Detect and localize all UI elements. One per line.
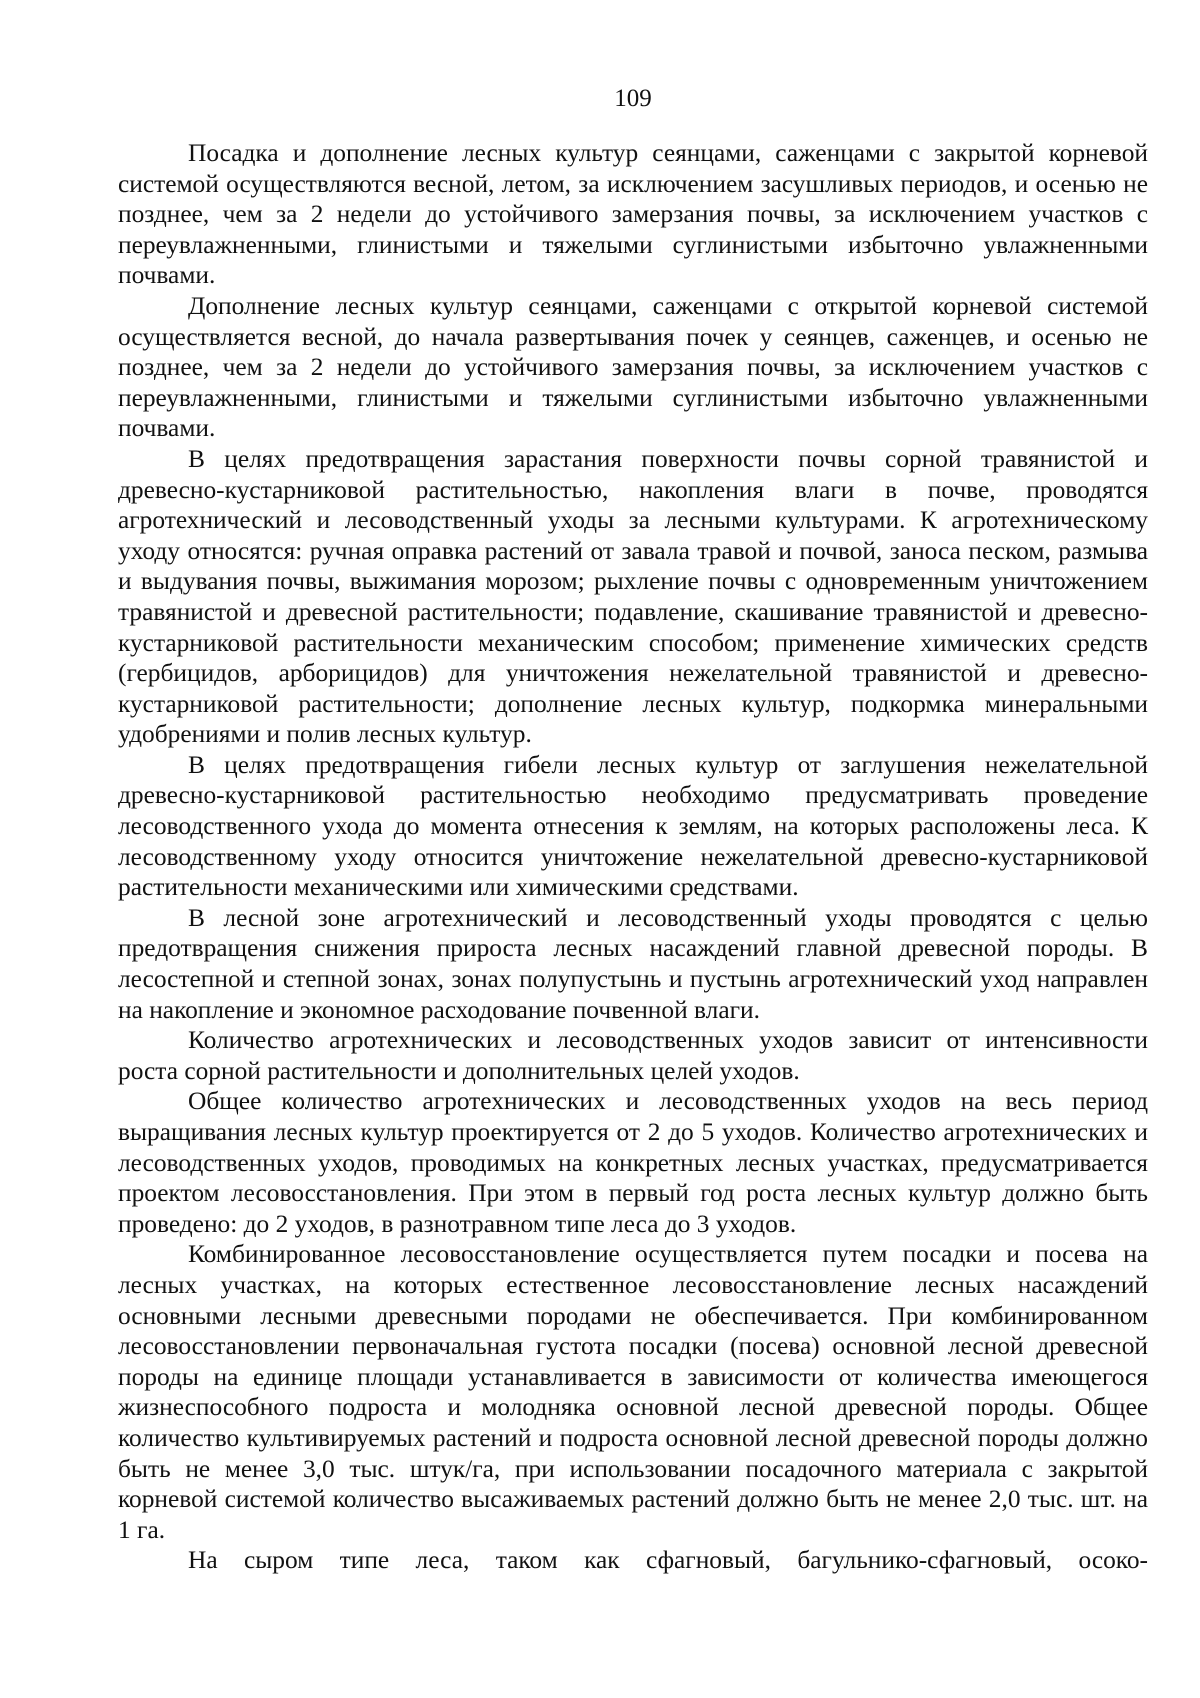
paragraph-5: В лесной зоне агротехнический и лесоводственный уходы проводятся с целью предотвращения снижения прироста лесных насаждений главной древесной породы. В лесостепной и степной зонах, зонах полупустынь и пустынь агротехнический уход направлен на накопление и экономное расходование почвенной влаги. [118, 903, 1148, 1024]
paragraph-9: На сыром типе леса, таком как сфагновый, багульнико-сфагновый, осоко- [188, 1546, 1148, 1575]
paragraph-6: Количество агротехнических и лесоводственных уходов зависит от интенсивности роста сорной растительности и дополнительных целей уходов. [118, 1026, 1148, 1085]
paragraph-2: Дополнение лесных культур сеянцами, саженцами с открытой корневой системой осуществляется весной, до начала развертывания почек у сеянцев, саженцев, и осенью не позднее, чем за 2 недели до устойчивого замерзания почвы, за исключением участков с переувлажненными, глинистыми и тяжелыми суглинистыми избыточно увлажненными почвами. [118, 291, 1148, 443]
paragraph-1: Посадка и дополнение лесных культур сеянцами, саженцами с закрытой корневой системой осуществляются весной, летом, за исключением засушливых периодов, и осенью не позднее, чем за 2 недели до устойчивого замерзания почвы, за исключением участков с переувлажненными, глинистыми и тяжелыми суглинистыми избыточно увлажненными почвами. [118, 139, 1148, 290]
body-text [118, 138, 1148, 1576]
paragraph-8: Комбинированное лесовосстановление осуществляется путем посадки и посева на лесных участках, на которых естественное лесовосстановление лесных насаждений основными лесными древесными породами не обеспечивается. При комбинированном лесовосстановлении первоначальная густота посадки (посева) основной лесной древесной породы на единице площади устанавливается в зависимости от количества имеющегося жизнеспособного подроста и молодняка основной лесной древесной породы. Общее количество культивируемых растений и подроста основной лесной древесной породы должно быть не менее 3,0 тыс. штук/га, при использовании посадочного материала с закрытой корневой системой количество высаживаемых растений должно быть не менее 2,0 тыс. шт. на 1 га. [118, 1240, 1148, 1544]
paragraph-3: В целях предотвращения зарастания поверхности почвы сорной травянистой и древесно-кустарниковой растительностью, накопления влаги в почве, проводятся агротехнический и лесоводственный уходы за лесными культурами. К агротехническому уходу относятся: ручная оправка растений от завала травой и почвой, заноса песком, размыва и выдувания почвы, выжимания морозом; рыхление почвы с одновременным уничтожением травянистой и древесной растительности; подавление, скашивание травянистой и древесно-кустарниковой растительности механическим способом; применение химических средств (гербицидов, арборицидов) для уничтожения нежелательной травянистой и древесно-кустарниковой растительности; дополнение лесных культур, подкормка минеральными удобрениями и полив лесных культур. [118, 444, 1148, 749]
paragraph-7: Общее количество агротехнических и лесоводственных уходов на весь период выращивания лесных культур проектируется от 2 до 5 уходов. Количество агротехнических и лесоводственных уходов, проводимых на конкретных лесных участках, предусматривается проектом лесовосстановления. При этом в первый год роста лесных культур должно быть проведено: до 2 уходов, в разнотравном типе леса до 3 уходов. [118, 1087, 1148, 1238]
page-number: 109 [614, 85, 652, 112]
paragraph-4: В целях предотвращения гибели лесных культур от заглушения нежелательной древесно-кустарниковой растительностью необходимо предусматривать проведение лесоводственного ухода до момента отнесения к землям, на которых расположены леса. К лесоводственному уходу относится уничтожение нежелательной древесно-кустарниковой растительности механическими или химическими средствами. [118, 750, 1148, 902]
